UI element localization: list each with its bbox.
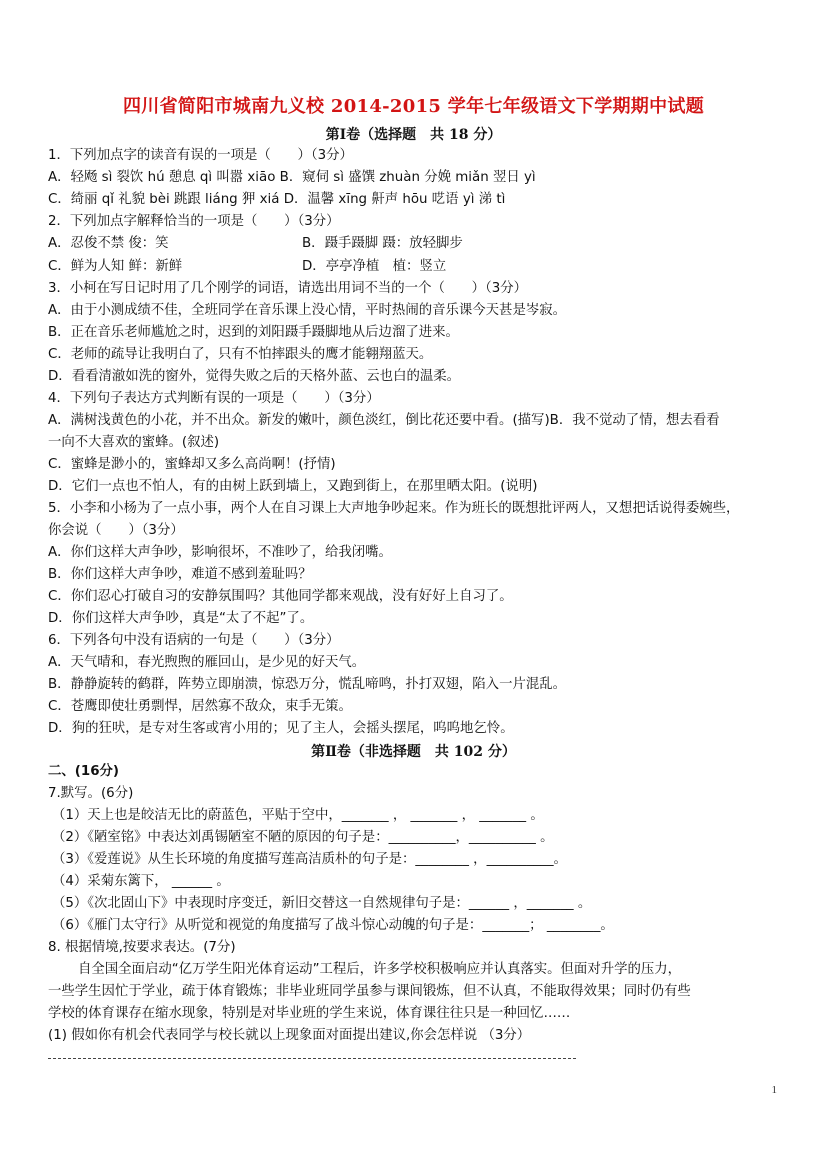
q3-option-d: D．看看清澈如洗的窗外，觉得失败之后的天格外蓝、云也白的温柔。 <box>48 369 461 384</box>
q8-passage-line-2: 一些学生因忙于学业，疏于体育锻炼；非毕业班同学虽参与课间锻炼，但不认真，不能取得效果；同时仍有些 <box>48 984 691 999</box>
question-8: 8. 根据情境,按要求表达。(7分) <box>48 940 236 955</box>
q6-option-b: B．静静旋转的鹤群，阵势立即崩溃，惊恐万分，慌乱啼鸣，扑打双翅，陷入一片混乱。 <box>48 677 567 692</box>
q2-option-b: B．蹑手蹑脚 蹑：放轻脚步 <box>302 236 463 251</box>
q3-option-c: C．老师的疏导让我明白了，只有不怕摔跟头的鹰才能翱翔蓝天。 <box>48 347 433 362</box>
q6-option-d: D．狗的狂吠，是专对生客或宵小用的；见了主人，会摇头摆尾，呜呜地乞怜。 <box>48 721 514 736</box>
q2-option-a-text: A．忍俊不禁 俊：笑 <box>48 236 169 251</box>
q1-options-cd: C．绮丽 qǐ 礼貌 bèi 跳跟 liáng 狎 xiá D．温馨 xīng 鼾声 hōu 呓语 yì 涕 tì <box>48 192 506 207</box>
q8-passage-line-1: 自全国全面启动“亿万学生阳光体育运动”工程后，许多学校积极响应并认真落实。但面对升学的压力， <box>78 962 682 977</box>
question-5: 5．小李和小杨为了一点小事，两个人在自习课上大声地争吵起来。作为班长的既想批评两人，又想把话说得委婉些， <box>48 501 740 516</box>
q6-option-c: C．苍鹰即使壮勇剽悍，居然寡不敌众，束手无策。 <box>48 699 352 714</box>
q6-option-a: A．天气晴和，春光煦煦的雁回山，是少见的好天气。 <box>48 655 366 670</box>
question-4: 4．下列句子表达方式判断有误的一项是（ ）（3分） <box>48 391 380 406</box>
q5-option-d: D．你们这样大声争吵，真是“太了不起”了。 <box>48 611 314 626</box>
q7-item-3: （3）《爱莲说》从生长环境的角度描写莲高洁质朴的句子是：________ ，__________。 <box>52 852 567 867</box>
exam-title: 四川省简阳市城南九义校 2014-2015 学年七年级语文下学期期中试题 <box>123 96 704 117</box>
q7-item-1: （1）天上也是皎洁无比的蔚蓝色，平贴于空中，_______ ， _______ ， _______ 。 <box>52 808 544 823</box>
question-2: 2．下列加点字解释恰当的一项是（ ）（3分） <box>48 214 340 229</box>
question-3: 3．小柯在写日记时用了几个刚学的词语，请选出用词不当的一个（ ）（3分） <box>48 281 528 296</box>
q7-item-6: （6）《雁门太守行》从听觉和视觉的角度描写了战斗惊心动魄的句子是：_______； ________。 <box>52 918 614 933</box>
section-1-heading: 第Ⅰ卷（选择题 共 18 分） <box>325 127 502 143</box>
q5-option-c: C．你们忍心打破自习的安静氛围吗？其他同学都来观战，没有好好上自习了。 <box>48 589 513 604</box>
q7-item-5: （5）《次北固山下》中表现时序变迁，新旧交替这一自然规律句子是：______ ，_______ 。 <box>52 896 592 911</box>
q2-option-c: C．鲜为人知 鲜：新鲜 <box>48 259 183 274</box>
q4-option-c: C．蜜蜂是渺小的，蜜蜂却又多么高尚啊！(抒情) <box>48 457 336 472</box>
q4-option-d: D．它们一点也不怕人，有的由树上跃到墙上，又跑到街上，在那里晒太阳。(说明) <box>48 479 538 494</box>
q7-item-2: （2）《陋室铭》中表达刘禹锡陋室不陋的原因的句子是：__________，__________ 。 <box>52 830 554 845</box>
question-7: 7.默写。(6分) <box>48 786 134 801</box>
q3-option-a: A．由于小测成绩不佳，全班同学在音乐课上没心情，平时热闹的音乐课今天甚是岑寂。 <box>48 303 567 318</box>
q8-sub-1: (1) 假如你有机会代表同学与校长就以上现象面对面提出建议,你会怎样说 （3分） <box>48 1028 531 1043</box>
q7-item-4: （4）采菊东篱下， ______ 。 <box>52 874 230 889</box>
section-2-heading: 第Ⅱ卷（非选择题 共 102 分） <box>311 744 516 760</box>
q2-option-d: D．亭亭净植 植：竖立 <box>302 259 447 274</box>
answer-line <box>48 1058 576 1060</box>
q1-options-ab: A．轻飏 sì 裂饮 hú 憩息 qì 叫嚣 xiāo B．窥伺 sì 盛馔 zhuàn 分娩 miǎn 翌日 yì <box>48 170 536 185</box>
q3-option-b: B．正在音乐老师尴尬之时，迟到的刘阳蹑手蹑脚地从后边溜了进来。 <box>48 325 459 340</box>
q4-option-ab: A．满树浅黄色的小花，并不出众。新发的嫩叶，颜色淡红，倒比花还要中看。(描写)B．我不觉动了情，想去看看 <box>48 413 720 428</box>
q4-option-b-cont: 一向不大喜欢的蜜蜂。(叙述) <box>48 435 220 450</box>
q2-option-a <box>48 235 169 253</box>
question-1: 1．下列加点字的读音有误的一项是（ ）（3分） <box>48 148 353 163</box>
q8-passage-line-3: 学校的体育课存在缩水现象，特别是对毕业班的学生来说，体育课往往只是一种回忆…… <box>48 1006 571 1021</box>
question-5-cont: 你会说（ ）（3分） <box>48 523 184 538</box>
q5-option-a: A．你们这样大声争吵，影响很坏，不准吵了，给我闭嘴。 <box>48 545 392 560</box>
question-6: 6．下列各句中没有语病的一句是（ ）（3分） <box>48 633 340 648</box>
q5-option-b: B．你们这样大声争吵，难道不感到羞耻吗？ <box>48 567 312 582</box>
page-number: 1 <box>771 1084 777 1096</box>
part-2-heading: 二、(16分) <box>48 764 120 779</box>
